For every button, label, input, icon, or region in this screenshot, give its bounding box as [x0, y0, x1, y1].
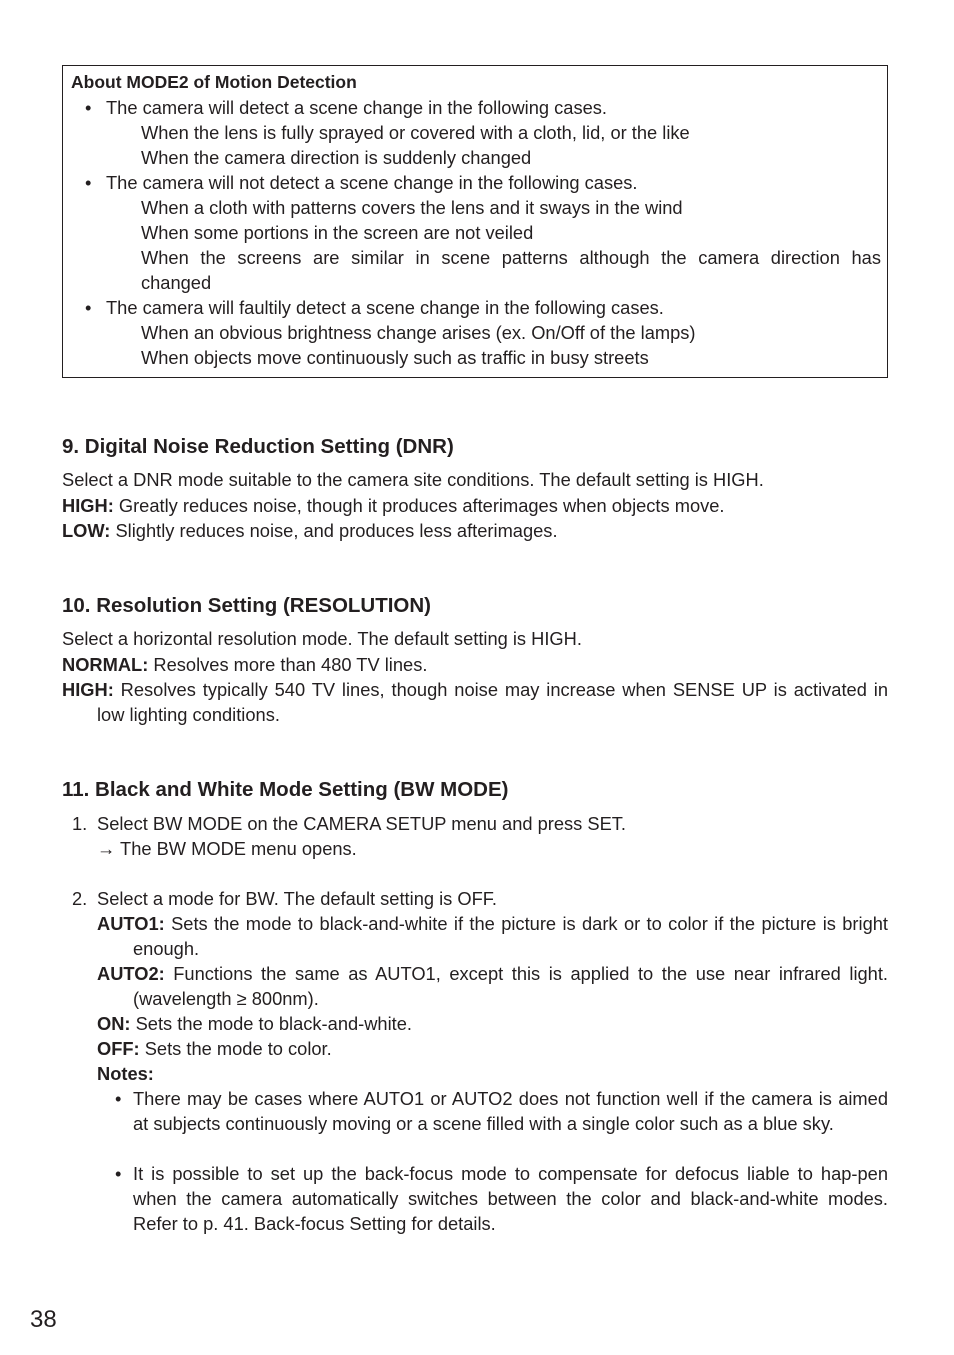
dnr-intro: Select a DNR mode suitable to the camera site conditions. The default setting is HIGH.	[62, 469, 764, 490]
box-sub-item: changed	[141, 272, 212, 293]
bullet-dot: •	[115, 1163, 122, 1184]
box-sub-item: When a cloth with patterns covers the lens and it sways in the wind	[141, 197, 683, 218]
resolution-high-text: Resolves typically 540 TV lines, though noise may increase when SENSE UP is activated in low lighting conditions.	[97, 679, 888, 725]
dnr-high-line	[62, 493, 888, 518]
bw-auto2-line	[97, 961, 888, 1011]
step-2-text: Select a mode for BW. The default setting is OFF.	[97, 888, 497, 909]
box-bullet: • The camera will faultily detect a scene change in the following cases.	[85, 297, 664, 318]
dnr-low-label: LOW:	[62, 520, 111, 541]
box-sub-item: When an obvious brightness change arises (ex. On/Off of the lamps)	[141, 322, 696, 343]
bullet-dot: •	[85, 297, 92, 318]
bw-off-text: Sets the mode to color.	[139, 1038, 332, 1059]
bw-off-line	[97, 1036, 888, 1061]
box-sub-item: When some portions in the screen are not veiled	[141, 222, 534, 243]
box-title: About MODE2 of Motion Detection	[71, 72, 357, 92]
box-bullet: • The camera will not detect a scene change in the following cases.	[85, 172, 638, 193]
box-sub-item: When the screens are similar in scene patterns although the camera direction has	[141, 247, 881, 268]
bw-on-line	[97, 1011, 888, 1036]
section-heading-dnr: 9. Digital Noise Reduction Setting (DNR)	[62, 435, 454, 458]
bw-auto2-text: Functions the same as AUTO1, except this is applied to the use near infrared light. (wavelength ≥ 800nm).	[133, 963, 888, 1009]
dnr-high-text: Greatly reduces noise, though it produces afterimages when objects move.	[113, 495, 725, 516]
bullet-dot: •	[85, 172, 92, 193]
step-1-text: Select BW MODE on the CAMERA SETUP menu and press SET.	[97, 813, 627, 834]
note-1: There may be cases where AUTO1 or AUTO2 does not function well if the camera is aimed at subjects continuously moving or a scene filled with a single color such as a blue sky.	[133, 1088, 888, 1134]
bw-auto1-text: Sets the mode to black-and-white if the picture is dark or to color if the picture is bright enough.	[133, 913, 888, 959]
bw-on-text: Sets the mode to black-and-white.	[130, 1013, 412, 1034]
note-2: It is possible to set up the back-focus mode to compensate for defocus liable to hap-pen when the camera automatically switches between the color and black-and-white modes. Refer to p. 41. Back-focus Setting for details.	[133, 1163, 888, 1234]
bw-auto1-line	[97, 911, 888, 961]
resolution-high-line	[62, 677, 888, 727]
section-heading-resolution: 10. Resolution Setting (RESOLUTION)	[62, 594, 432, 617]
section-heading-bw-mode: 11. Black and White Mode Setting (BW MODE)	[62, 778, 509, 801]
box-sub-item: When the lens is fully sprayed or covered with a cloth, lid, or the like	[141, 122, 690, 143]
step-number: 1.	[72, 813, 88, 834]
resolution-normal-label: NORMAL:	[62, 654, 149, 675]
box-bullet: • The camera will detect a scene change in the following cases.	[85, 97, 607, 118]
bw-auto2-label: AUTO2:	[97, 963, 165, 984]
dnr-low-line	[62, 518, 888, 543]
resolution-high-label: HIGH:	[62, 679, 114, 700]
notes-label: Notes:	[97, 1063, 154, 1084]
bw-on-label: ON:	[97, 1013, 131, 1034]
resolution-normal-text: Resolves more than 480 TV lines.	[148, 654, 428, 675]
resolution-normal-line	[62, 652, 888, 677]
step-1-result: → The BW MODE menu opens.	[97, 838, 357, 859]
bw-off-label: OFF:	[97, 1038, 140, 1059]
box-sub-item: When the camera direction is suddenly changed	[141, 147, 532, 168]
dnr-high-label: HIGH:	[62, 495, 114, 516]
dnr-low-text: Slightly reduces noise, and produces less afterimages.	[110, 520, 558, 541]
bullet-dot: •	[85, 97, 92, 118]
motion-detection-info-box	[62, 65, 888, 378]
box-sub-item: When objects move continuously such as traffic in busy streets	[141, 347, 649, 368]
bw-auto1-label: AUTO1:	[97, 913, 165, 934]
bullet-dot: •	[115, 1088, 122, 1109]
resolution-intro: Select a horizontal resolution mode. The default setting is HIGH.	[62, 628, 582, 649]
step-number: 2.	[72, 888, 88, 909]
page-number: 38	[30, 1306, 57, 1333]
